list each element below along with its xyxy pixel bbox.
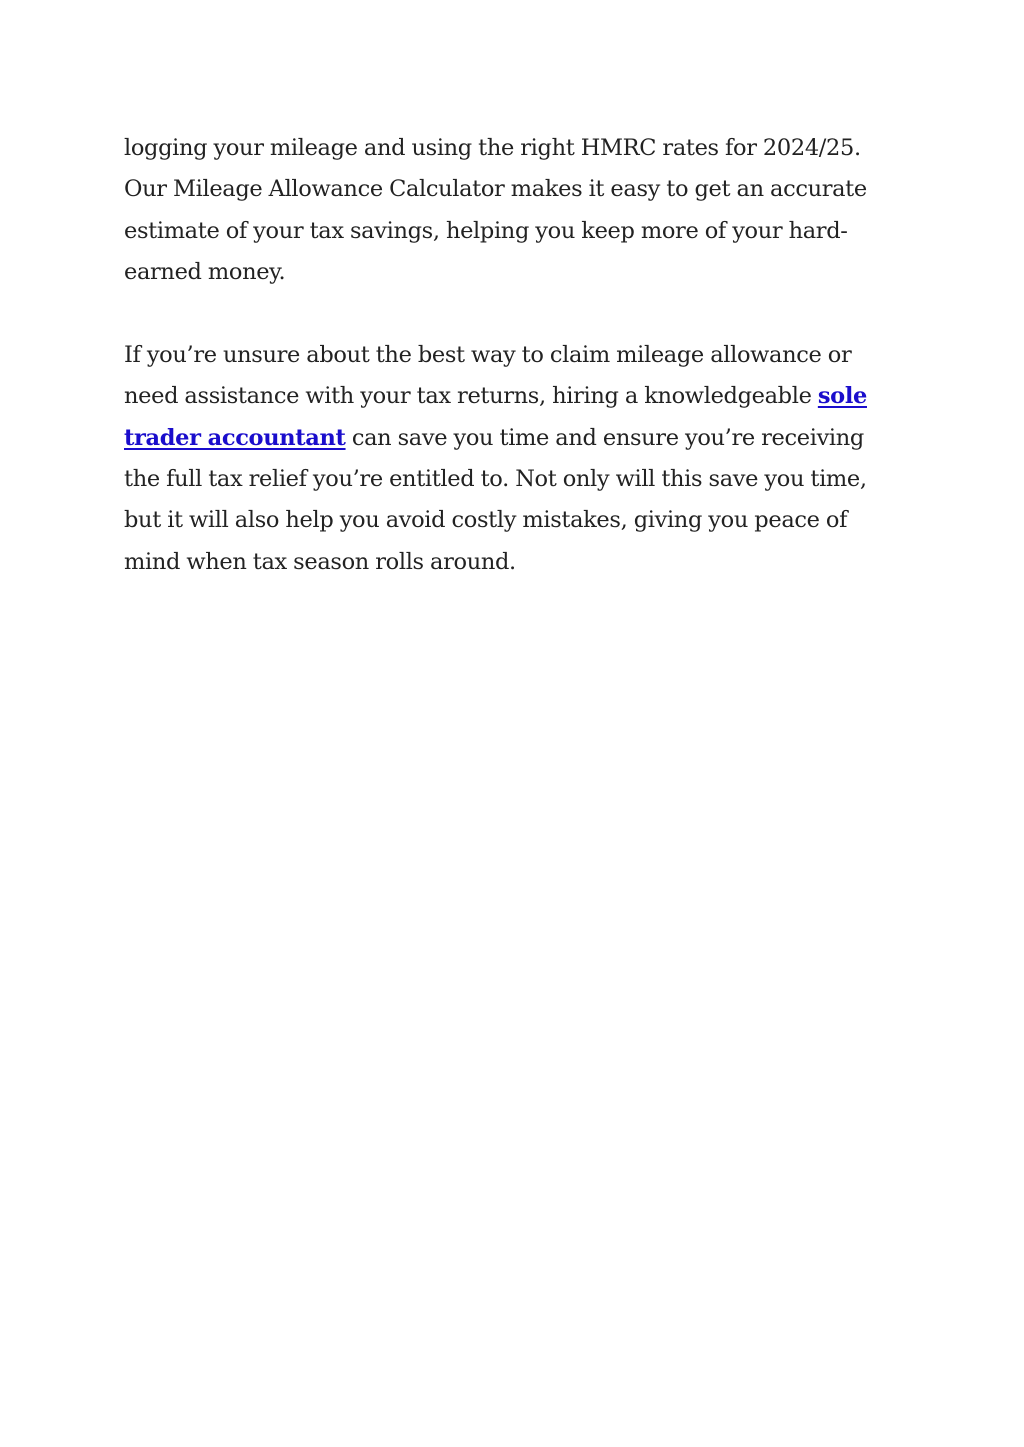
sole-trader-accountant-link[interactable]: sole trader accountant: [124, 383, 867, 451]
article-body: [124, 128, 900, 583]
paragraph-accountant: [124, 335, 900, 583]
paragraph-accountant-text-end: can save you time and ensure you’re receiving the full tax relief you’re entitled to. Not only will this save you time, but it will also help you avoid costly mistakes, giving you peace of mind when tax season rolls around.: [124, 424, 867, 575]
paragraph-mileage-calculator: logging your mileage and using the right HMRC rates for 2024/25. Our Mileage Allowance Calculator makes it easy to get an accurate estimate of your tax savings, helping you keep more of your hard-earned money.: [124, 135, 867, 285]
paragraph-accountant-text-start: If you’re unsure about the best way to claim mileage allowance or need assistance with your tax returns, hiring a knowledgeable: [124, 342, 852, 410]
